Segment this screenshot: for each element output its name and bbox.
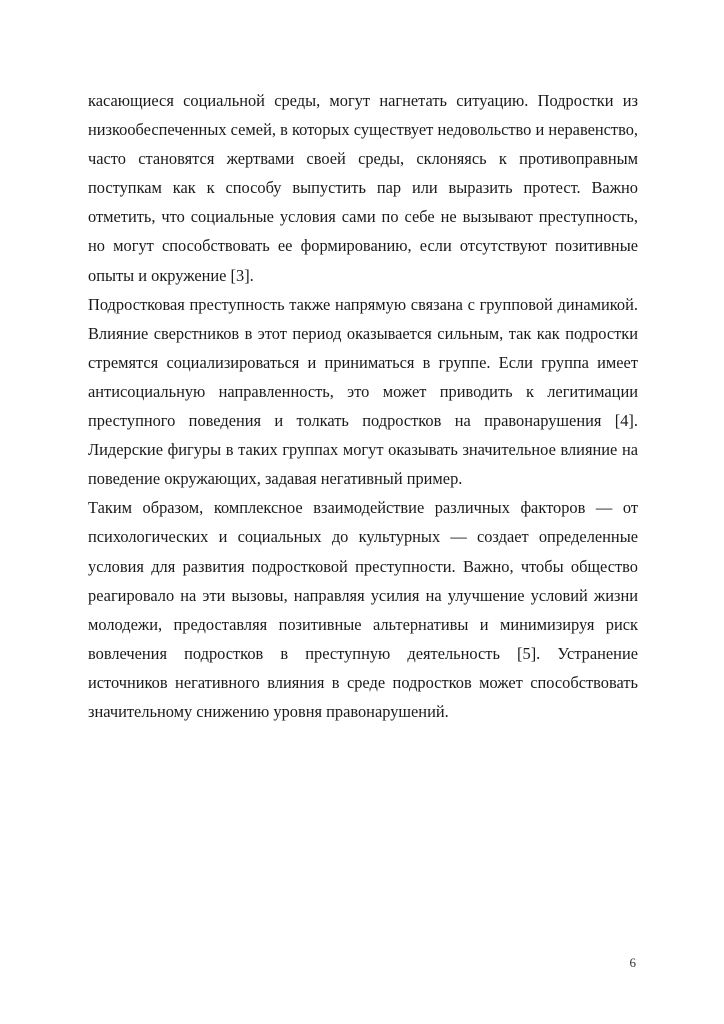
paragraph-conclusion: Таким образом, комплексное взаимодействие различных факторов — от психологических и социальных до культурных — создает определенные условия для развития подростковой преступности. Важно, чтобы общество реагировало на эти вызовы, направляя усилия на улучшение условий жизни молодежи, предоставляя позитивные альтернативы и минимизируя риск вовлечения подростков в преступную деятельность [5]. Устранение источников негативного влияния в среде подростков может способствовать значительному снижению уровня правонарушений. <box>88 498 638 721</box>
body-text <box>88 86 638 726</box>
paragraph-social-environment: касающиеся социальной среды, могут нагнетать ситуацию. Подростки из низкообеспеченных семей, в которых существует недовольство и неравенство, часто становятся жертвами своей среды, склоняясь к противоправным поступкам как к способу выпустить пар или выразить протест. Важно отметить, что социальные условия сами по себе не вызывают преступность, но могут способствовать ее формированию, если отсутствуют позитивные опыты и окружение [3]. <box>88 91 638 285</box>
paragraph-group-dynamics: Подростковая преступность также напрямую связана с групповой динамикой. Влияние сверстников в этот период оказывается сильным, так как подростки стремятся социализироваться и приниматься в группе. Если группа имеет антисоциальную направленность, это может приводить к легитимации преступного поведения и толкать подростков на правонарушения [4]. Лидерские фигуры в таких группах могут оказывать значительное влияние на поведение окружающих, задавая негативный пример. <box>88 294 638 489</box>
page-number: 6 <box>629 955 636 970</box>
